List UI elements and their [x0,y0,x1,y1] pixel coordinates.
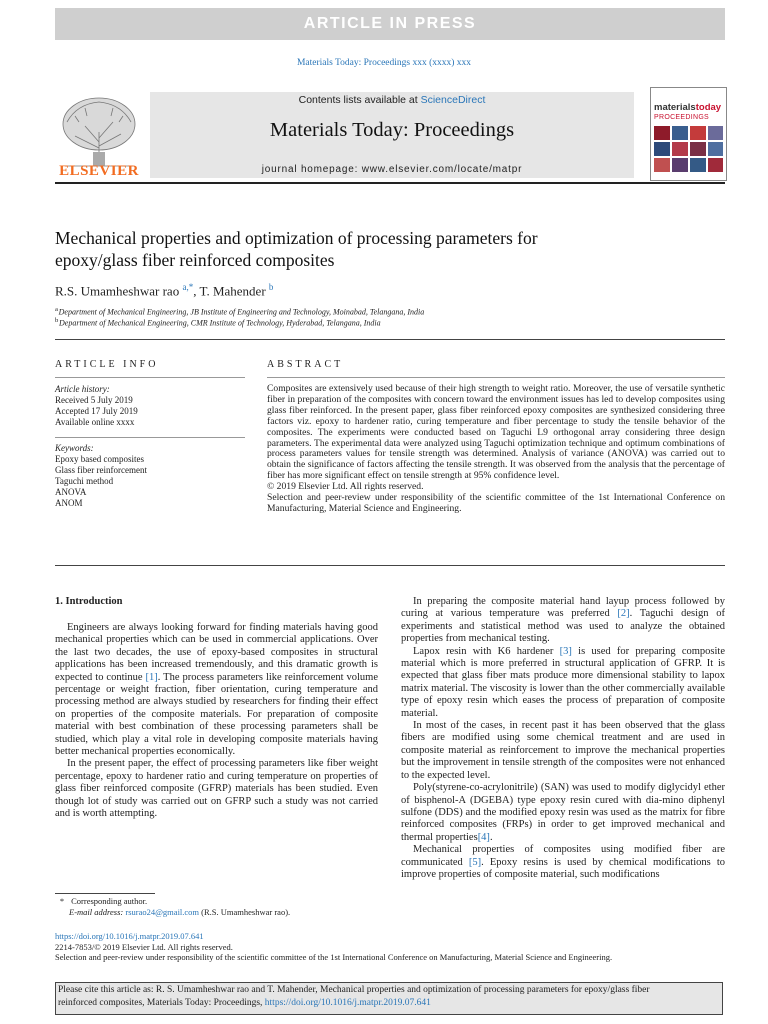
abstract-rule [267,377,725,378]
citation-line-1: Please cite this article as: R. S. Umamheshwar rao and T. Mahender, Mechanical properties and optimization of processing parameters for epoxy/glass fiber [58,985,650,995]
column-right [401,596,725,881]
intro-p1-text-b: . The process parameters like reinforcement volume percentage or weight fraction, fiber orientation, curing temperature and processing method are always studied by researchers for finding their effect on properties of the composite materials. For preparation of composite material with best combination of these processing parameters shall be studied, which play a vital role in developing composite materials having better mechanical properties economically. [55,671,378,758]
col2-p1-text-b: . Taguchi design of experiments and statistical method was used to analyze the obtained properties from mechanical testing. [401,608,725,645]
citation-link-1[interactable]: [1] [145,671,158,683]
citation-link-5[interactable]: [5] [468,856,482,868]
col2-p4-text-a: Poly(styrene-co-acrylonitrile) (SAN) was used to modify diglycidyl ether of bisphenol-A (DGEBA) type epoxy resin cured with dia-mino diphenyl sulfone (DDS) and the modified epoxy resin was used as the matrix for fibre reinforced composites (FRPs) in order to get improved mechanical and thermal properties [401,782,725,843]
keyword-item: Taguchi method [55,476,114,486]
abstract-heading: ABSTRACT [267,359,344,370]
footnote-rule [55,893,155,894]
abstract-copyright: © 2019 Elsevier Ltd. All rights reserved. [267,481,424,493]
abstract-text: Composites are extensively used because of their high strength to weight ratio. Moreover, the use of versatile synthetic fiber in preparation of the composites with concern toward the environment issues has led to develop composites using glass fiber reinforced. In the present paper, glass fiber reinforced epoxy composites are synthesized considering three factors viz. epoxy to hardener ratio, curing temperature and fiber percentage to study the tensile behavior of the composites. The experiments were conducted based on Taguchi L9 orthogonal array considering three design parameters. The experimental data were analyzed using Taguchi optimization technique and optimum combinations of process parameters values for tensile strength was determined. Analysis of variance (ANOVA) was carried out to obtain the significance of factors affecting the tensile strength. It was observed from the analysis that the percentage of fiber has more significant effect on tensile strength at 95% confidence level. [267,383,725,482]
affiliation-b-marker: b [55,317,59,324]
col2-p5-text-b: . Epoxy resins is used by chemical modifications to improve properties of composite material, such modifications [401,856,725,880]
col2-p5-text-a: Mechanical properties of composites using modified fiber are communicated [401,844,725,868]
intro-paragraph-2: In the present paper, the effect of processing parameters like fiber weight percentage, epoxy to hardener ratio and curing temperature on properties of glass fiber reinforced composite (GFRP) materials has been studied. Even though lot of study was carried out on GFRP such a study was not carried and is worth attempting. [55,758,378,820]
col2-p2-text-a: Lapox resin with K6 hardener [413,645,560,657]
author-1-affiliation-link[interactable]: a,* [182,282,194,292]
article-info-heading: ARTICLE INFO [55,359,159,370]
cover-subtitle: PROCEEDINGS [654,114,710,121]
article-title-line-2: epoxy/glass fiber reinforced composites [55,250,335,270]
col2-paragraph-5 [401,844,725,881]
article-info-rule [55,377,245,378]
affiliation-b [55,317,381,328]
col2-paragraph-4 [401,782,725,844]
journal-title: Materials Today: Proceedings [269,119,515,141]
author-email-link[interactable]: rsurao24@gmail.com [125,907,200,917]
affiliations-rule [55,339,725,340]
cover-title-b: today [695,102,722,113]
col2-p2-text-b: is used for preparing composite material which is more preferred in structural application of GFRP. It is expected that glass fiber mats produce more dimensional stability to lapox matrix material. The viscosity is lower than the other commercially available type of epoxy resin which eases the process of preparation of composite material. [401,645,725,719]
article-history [55,384,245,428]
col2-paragraph-3: In most of the cases, in recent past it has been observed that the glass fibers are modified using some chemical treatment and are used in composite material as reinforcement to improve the mechanical properties but the improvement in tensile strength of the composites were not enhanced to the expected level. [401,720,725,781]
journal-cover-image[interactable] [650,87,727,181]
doi-link[interactable]: https://doi.org/10.1016/j.matpr.2019.07.641 [55,931,204,941]
online-date: Available online xxxx [55,417,135,427]
cover-title-a: materials [654,102,696,113]
sciencedirect-link[interactable]: ScienceDirect [420,94,486,106]
col2-paragraph-2 [401,646,725,720]
corresponding-label: Corresponding author. [71,896,148,906]
affiliation-a-marker: a [55,306,58,313]
author-separator: , T. Mahender [193,283,269,299]
header-rule [55,182,725,184]
column-left [55,622,378,821]
citation-line-2: reinforced composites, Materials Today: Proceedings, [58,997,265,1008]
email-label: E-mail address: [69,907,126,917]
col2-p4-text-b: . [489,831,493,843]
keywords [55,443,245,509]
contents-available [150,94,634,106]
abstract-peer-review: Selection and peer-review under responsibility of the scientific committee of the 1st International Conference on Manufacturing, Material Science and Engineering. [267,492,725,514]
citation-doi-link[interactable]: https://doi.org/10.1016/j.matpr.2019.07.641 [264,997,431,1008]
affiliation-a-text: Department of Mechanical Engineering, JB Institute of Engineering and Technology, Moinabad, Telangana, India [58,307,425,317]
abstract-body [267,384,725,515]
keywords-label: Keywords: [55,443,94,453]
author-2-affiliation-link[interactable]: b [268,282,274,292]
citation-link-3[interactable]: [3] [559,645,572,657]
peer-review-note: Selection and peer-review under responsibility of the scientific committee of the 1st International Conference on Manufacturing, Material Science and Engineering. [55,952,613,962]
email-owner: (R.S. Umamheshwar rao). [199,907,291,917]
citation-link-2[interactable]: [2] [617,608,630,620]
col2-p1-text-a: In preparing the composite material hand layup process followed by curing at various temperature was preferred [401,596,725,620]
history-label: Article history: [55,384,110,394]
citation-box [55,982,723,1015]
issn-copyright: 2214-7853/© 2019 Elsevier Ltd. All rights reserved. [55,941,233,952]
col2-paragraph-1 [401,596,725,646]
accepted-date: Accepted 17 July 2019 [55,406,138,416]
cover-mosaic [654,126,723,172]
article-in-press-banner: ARTICLE IN PRESS [55,8,725,40]
article-title-line-1: Mechanical properties and optimization of processing parameters for [55,228,538,248]
citation-link-4[interactable]: [4] [477,831,490,843]
article-meta-footer [55,931,725,963]
journal-reference-link[interactable]: Materials Today: Proceedings xxx (xxxx) xxx [296,58,472,68]
corresponding-author-footnote [55,896,290,918]
abstract-bottom-rule [55,565,725,566]
intro-p1-text-a: Engineers are always looking forward for finding materials having good mechanical properties which can be used in commercial applications. Over the last two decades, the use of epoxy-based composites in structural applications has been increased tremendously, and this dramatic growth is expected to continue [55,622,378,683]
keyword-item: ANOVA [55,487,87,497]
affiliation-b-text: Department of Mechanical Engineering, CMR Institute of Technology, Hyderabad, Telangana, India [59,318,381,328]
footnote-marker: * [59,896,65,906]
introduction-heading: 1. Introduction [55,596,123,607]
author-1: R.S. Umamheshwar rao [55,283,183,299]
affiliation-a [55,306,424,317]
contents-prefix: Contents lists available at [298,94,421,106]
author-list [55,282,273,299]
journal-homepage[interactable]: journal homepage: www.elsevier.com/locate/matpr [261,164,523,175]
history-rule [55,437,245,438]
keyword-item: ANOM [55,498,83,508]
received-date: Received 5 July 2019 [55,395,133,405]
intro-paragraph-1 [55,622,378,758]
keyword-item: Epoxy based composites [55,454,144,464]
keyword-item: Glass fiber reinforcement [55,465,147,475]
elsevier-wordmark: ELSEVIER [59,163,139,179]
article-title [55,227,675,271]
